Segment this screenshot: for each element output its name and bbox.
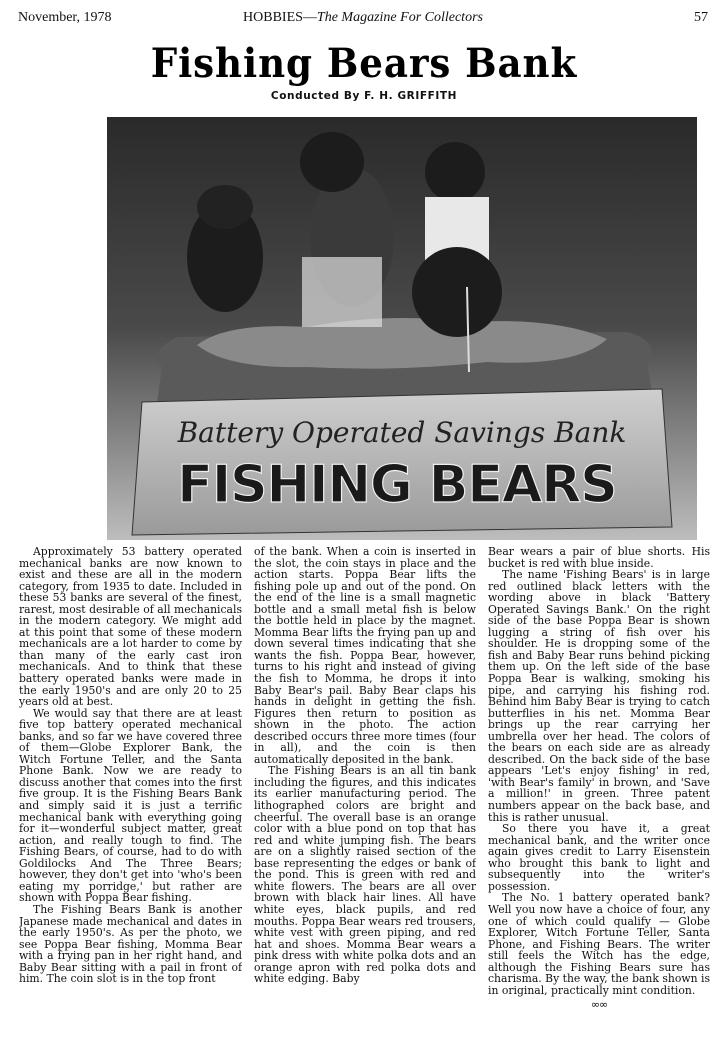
paragraph: The No. 1 battery operated bank? Well you now have a choice of four, any one of which could qualify — Globe Explorer, Witch Fortune Teller, Santa Phone, and Fishing Bears. The writer still feels the Witch has the edge, although the Fishing Bears sure has charisma. By the way, the bank shown is in original, practically mint condition. (488, 891, 710, 997)
body-column-3 (488, 546, 710, 1046)
paragraph: Bear wears a pair of blue shorts. His bucket is red with blue inside. (488, 546, 710, 570)
paragraph: The name 'Fishing Bears' is in large red outlined black letters with the wording above in black 'Battery Operated Savings Bank.' On the right side of the base Poppa Bear is shown lugging a string of fish over his shoulder. He is dropping some of the fish and Baby Bear runs behind picking them up. On the left side of the base Poppa Bear is walking, smoking his pipe, and carrying his fishing rod. Behind him Baby Bear is trying to catch butterflies in his net. Momma Bear brings up the rear carrying her umbrella over her head. The colors of the bears on each side are as already described. On the back side of the base appears 'Let's enjoy fishing' in red, 'with Bear's family' in brown, and 'Save a million!' in green. Three patent numbers appear on the back base, and this is rather unusual. (488, 568, 710, 824)
magazine-name-prefix: HOBBIES— (243, 10, 317, 25)
end-ornament: ∞∞ (590, 998, 608, 1012)
paragraph: The Fishing Bears Bank is another Japanese made mechanical and dates in the early 1950's. As per the photo, we see Poppa Bear fishing, Momma Bear with a frying pan in her right hand, and Baby Bear sitting with a pail in front of him. The coin slot is in the top front (19, 902, 242, 986)
paragraph: of the bank. When a coin is inserted in the slot, the coin stays in place and the action starts. Poppa Bear lifts the fishing pole up and out of the pond. On the end of the line is a small magnetic bottle and a small metal fish is below the bottle held in place by the magnet. Momma Bear lifts the frying pan up and down several times indicating that she wants the fish. Poppa Bear, however, turns to his right and instead of giving the fish to Momma, he drops it into Baby Bear's pail. Baby Bear claps his hands in delight in getting the fish. Figures then return to position as shown in the photo. The action described occurs three more times (four in all), and the coin is then automatically deposited in the bank. (254, 546, 476, 766)
box-script-text: Battery Operated Savings Bank (177, 416, 627, 449)
article-title: Fishing Bears Bank (150, 40, 578, 87)
paragraph: So there you have it, a great mechanical bank, and the writer once again gives credit to Larry Eisenstein who brought this bank to light and subsequently into the writer's possession. (488, 822, 710, 893)
running-head (18, 10, 708, 30)
article-byline: Conducted By F. H. GRIFFITH (270, 90, 458, 102)
paragraph: Approximately 53 battery operated mechanical banks are now known to exist and these are all in the modern category, from 1935 to date. Included in these 53 banks are several of the finest, rarest, most desirable of all mechanicals in the modern category. We might add at this point that some of these modern mechanicals are a lot harder to come by than many of the early cast iron mechanicals. And to think that these battery operated banks were made in the early 1950's and are only 20 to 25 years old at best. (19, 546, 242, 709)
paragraph: We would say that there are at least five top battery operated mechanical banks, and so far we have covered three of them—Globe Explorer Bank, the Witch Fortune Teller, and the Santa Phone Bank. Now we are ready to discuss another that comes into the first five group. It is the Fishing Bears Bank and simply said it is just a terrific mechanical bank with everything going for it—wonderful subject matter, great action, and really tough to find. The Fishing Bears, of course, had to do with Goldilocks And The Three Bears; however, they don't get into 'who's been eating my porridge,' but rather are shown with Poppa Bear fishing. (19, 706, 242, 905)
bank-photo (107, 117, 697, 540)
magazine-tagline: The Magazine For Collectors (316, 10, 483, 25)
body-column-2 (254, 546, 476, 1046)
box-main-text: FISHING BEARS (177, 455, 617, 515)
magazine-name (18, 10, 708, 26)
page-number: 57 (694, 10, 708, 25)
paragraph: The Fishing Bears is an all tin bank including the figures, and this indicates its earlier manufacturing period. The lithographed colors are bright and cheerful. The overall base is an orange color with a blue pond on top that has red and white jumping fish. The bears are on a slightly raised section of the base representing the edges or bank of the pond. This is green with red and white flowers. The bears are all over brown with black hair lines. All have white eyes, black pupils, and red mouths. Poppa Bear wears red trousers, white vest with green piping, and red hat and shoes. Momma Bear wears a pink dress with white polka dots and an orange apron with red polka dots and white edging. Baby (254, 764, 476, 986)
body-column-1 (19, 546, 242, 1046)
issue-date: November, 1978 (18, 10, 112, 25)
